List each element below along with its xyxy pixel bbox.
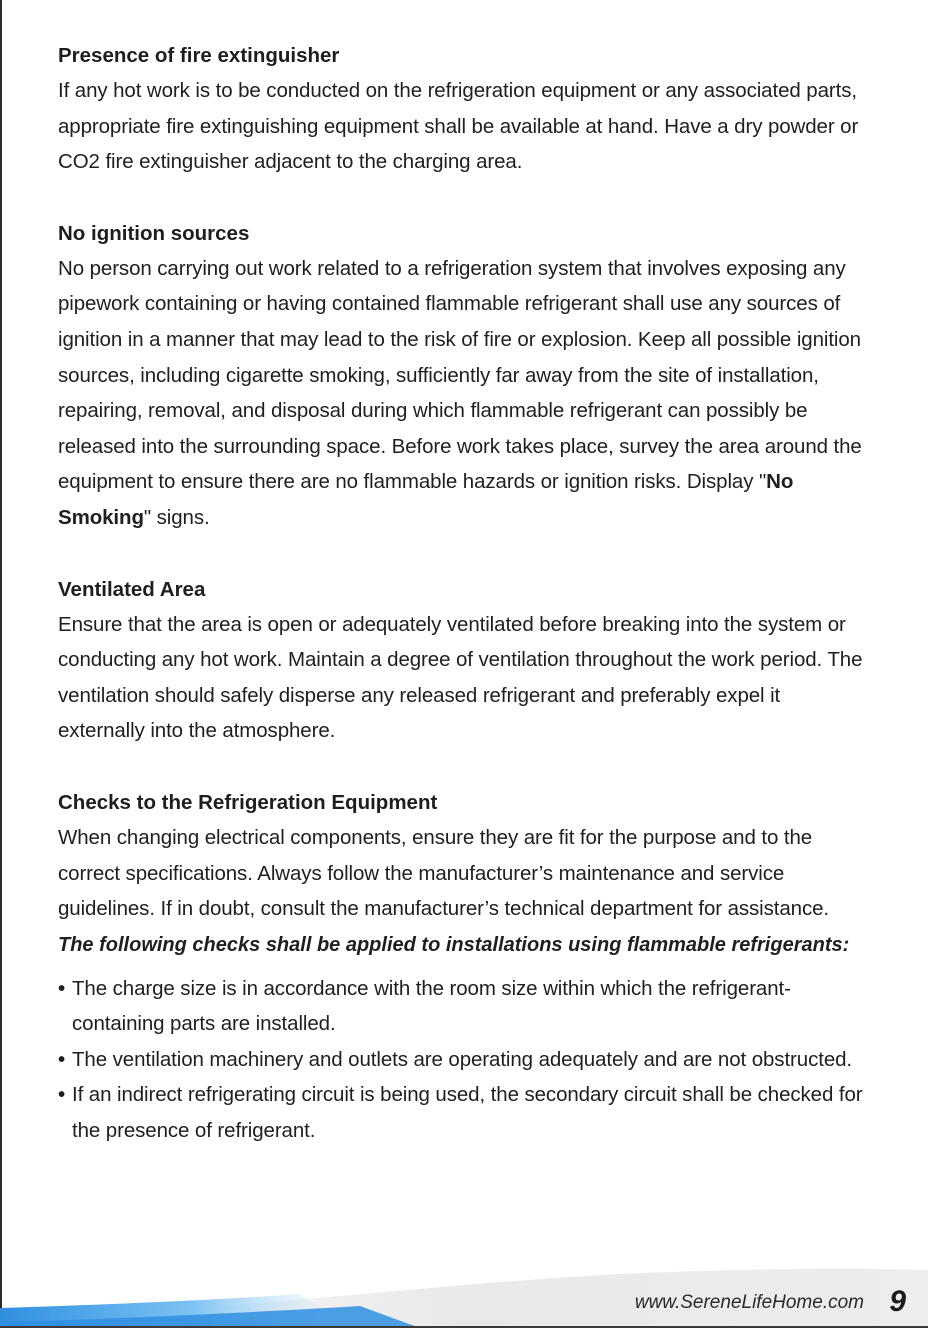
section-heading: Ventilated Area: [58, 577, 206, 601]
section-paragraph: [58, 251, 870, 536]
flammable-checks-note: The following checks shall be applied to installations using flammable refrigerants:: [58, 933, 850, 956]
no-smoking-emphasis: No Smoking: [58, 470, 794, 529]
section-paragraph: Ensure that the area is open or adequately ventilated before breaking into the system or conducting any hot work. Maintain a degree of ventilation throughout the work period. The ventilation should safely disperse any released refrigerant and preferably expel it externally into the atmosphere.: [58, 612, 863, 743]
page-footer: [0, 1264, 928, 1328]
section-paragraph: When changing electrical components, ensure they are fit for the purpose and to the correct specifications. Always follow the manufacturer’s maintenance and service guidelines. If in doubt, consult the manufacturer’s technical department for assistance.: [58, 825, 830, 921]
list-item-text: If an indirect refrigerating circuit is being used, the secondary circuit shall be checked for the presence of refrigerant.: [72, 1083, 863, 1143]
list-item-text: The charge size is in accordance with the room size within which the refrigerant-containing parts are installed.: [72, 976, 791, 1036]
bullet-icon: •: [58, 976, 66, 1000]
page-left-border: [0, 0, 2, 1328]
section-ventilated-area: [58, 572, 870, 749]
page-number: 9: [889, 1285, 906, 1318]
list-item-text: The ventilation machinery and outlets are operating adequately and are not obstructed.: [72, 1047, 853, 1071]
bullet-icon: •: [58, 1047, 66, 1071]
document-body: [58, 38, 870, 1185]
section-heading: Checks to the Refrigeration Equipment: [58, 790, 438, 814]
paragraph-text-end: " signs.: [143, 505, 210, 529]
section-heading: Presence of fire extinguisher: [58, 44, 340, 67]
list-item: [58, 1042, 870, 1078]
section-fire-extinguisher: [58, 38, 870, 180]
section-paragraph: If any hot work is to be conducted on the refrigeration equipment or any associated parts, appropriate fire extinguishing equipment shall be available at hand. Have a dry powder or CO2 fire extinguisher adjacent to the charging area.: [58, 79, 859, 174]
bullet-icon: •: [58, 1083, 66, 1107]
list-item: [58, 971, 870, 1042]
website-url: www.SereneLifeHome.com: [634, 1292, 864, 1313]
paragraph-text: No person carrying out work related to a refrigeration system that involves exposing any pipework containing or having contained flammable refrigerant shall use any sources of ignition in a manner that may lead to the risk of fire or explosion. Keep all possible ignition sources, including cigarette smoking, sufficiently far away from the site of installation, repairing, removal, and disposal during which flammable refrigerant can possibly be released into the surrounding space. Before work takes place, survey the area around the equipment to ensure there are no flammable hazards or ignition risks. Display ": [58, 256, 862, 494]
section-refrigeration-checks: [58, 785, 870, 1149]
section-heading: No ignition sources: [58, 221, 250, 245]
section-no-ignition-sources: [58, 216, 870, 536]
checks-list: [58, 971, 870, 1149]
list-item: [58, 1077, 870, 1148]
